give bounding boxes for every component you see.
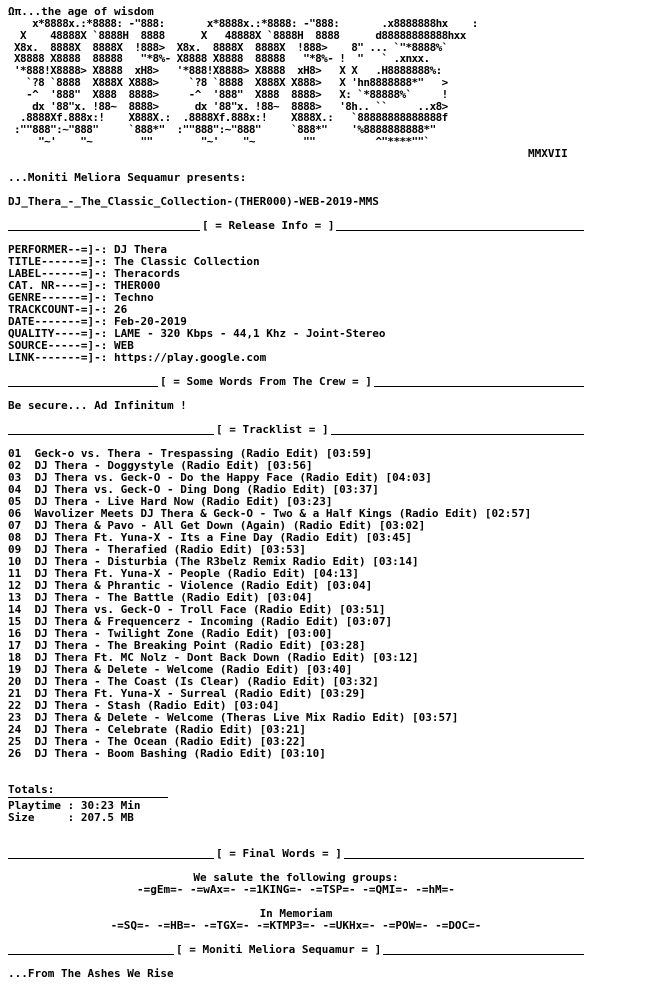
footer-heading: [ = Moniti Meliora Sequamur = ] [176, 942, 382, 956]
release-info-value: https://play.google.com [113, 350, 267, 364]
track-title: DJ Thera & Pavo - All Get Down (Again) (Radio Edit) [03:02] [34, 518, 426, 532]
track-number: 02 [8, 458, 22, 472]
track-number: 10 [8, 554, 22, 568]
track-number: 01 [8, 446, 22, 460]
closing-line: ...From The Ashes We Rise [8, 966, 174, 980]
track-title: DJ Thera - Twilight Zone (Radio Edit) [03:00] [34, 626, 333, 640]
release-info-key: LINK-------=]-: [8, 350, 108, 364]
intro-line: Ωπ...the age of wisdom [8, 5, 154, 18]
final-words-divider [8, 848, 584, 860]
track-number: 22 [8, 698, 22, 712]
track-number: 16 [8, 626, 22, 640]
crew-words-text: Be secure... Ad Infinitum ! [8, 398, 187, 412]
memoriam-groups: -=SQ=- -=HB=- -=TGX=- -=KTMP3=- -=UKHx=- -=POW=- -=DOC=- [110, 918, 482, 932]
track-title: DJ Thera - Disturbia (The R3belz Remix Radio Edit) [03:14] [34, 554, 419, 568]
release-info-value: WEB [113, 338, 134, 352]
track-number: 06 [8, 506, 22, 520]
track-title: DJ Thera vs. Geck-O - Do the Happy Face (Radio Edit) [04:03] [34, 470, 432, 484]
release-name: DJ_Thera_-_The_Classic_Collection-(THER000)-WEB-2019-MMS [8, 194, 379, 208]
track-number: 26 [8, 746, 22, 760]
track-number: 20 [8, 674, 22, 688]
final-words-heading: [ = Final Words = ] [216, 846, 342, 860]
track-number: 11 [8, 566, 22, 580]
track-number: 21 [8, 686, 22, 700]
totals-heading: Totals: [8, 782, 55, 796]
release-info-value: Theracords [113, 266, 181, 280]
track-number: 07 [8, 518, 22, 532]
release-info-value: Feb-20-2019 [113, 314, 187, 328]
track-title: Wavolizer Meets DJ Thera & Geck-O - Two & a Half Kings (Radio Edit) [02:57] [34, 506, 532, 520]
totals-playtime: Playtime : 30:23 Min [8, 798, 141, 812]
release-info-heading: [ = Release Info = ] [202, 218, 335, 232]
release-info-divider [8, 220, 584, 232]
track-row [8, 748, 648, 760]
track-number: 05 [8, 494, 22, 508]
release-info-value: THER000 [113, 278, 161, 292]
release-info-key: TRACKCOUNT-=]-: [8, 302, 108, 316]
track-title: DJ Thera - Celebrate (Radio Edit) [03:21] [34, 722, 307, 736]
track-number: 12 [8, 578, 22, 592]
track-title: DJ Thera - Therafied (Radio Edit) [03:53] [34, 542, 307, 556]
crew-words-heading: [ = Some Words From The Crew = ] [160, 374, 372, 388]
release-info-key: TITLE------=]-: [8, 254, 108, 268]
release-info-value: The Classic Collection [113, 254, 260, 268]
release-info-value: Techno [113, 290, 154, 304]
year-label: MMXVII [528, 146, 568, 160]
release-info-value: LAME - 320 Kbps - 44,1 Khz - Joint-Stereo [113, 326, 386, 340]
track-title: DJ Thera - Boom Bashing (Radio Edit) [03:10] [34, 746, 326, 760]
track-number: 17 [8, 638, 22, 652]
crew-words-divider [8, 376, 584, 388]
release-info-key: PERFORMER--=]-: [8, 242, 108, 256]
track-title: DJ Thera vs. Geck-O - Troll Face (Radio Edit) [03:51] [34, 602, 386, 616]
release-info-key: QUALITY----=]-: [8, 326, 108, 340]
track-title: DJ Thera - The Coast (Is Clear) (Radio Edit) [03:32] [34, 674, 379, 688]
release-info-key: DATE-------=]-: [8, 314, 108, 328]
track-number: 03 [8, 470, 22, 484]
memoriam-title: In Memoriam [259, 906, 333, 920]
footer-divider [8, 944, 584, 956]
track-number: 14 [8, 602, 22, 616]
track-number: 24 [8, 722, 22, 736]
track-title: DJ Thera - Doggystyle (Radio Edit) [03:56] [34, 458, 313, 472]
presents-line: ...Moniti Meliora Sequamur presents: [8, 170, 247, 184]
track-number: 08 [8, 530, 22, 544]
track-number: 18 [8, 650, 22, 664]
track-title: DJ Thera - Stash (Radio Edit) [03:04] [34, 698, 280, 712]
track-title: DJ Thera Ft. Yuna-X - People (Radio Edit) [04:13] [34, 566, 360, 580]
tracklist-divider [8, 424, 584, 436]
release-info-row [8, 352, 648, 364]
track-title: DJ Thera - Live Hard Now (Radio Edit) [03:23] [34, 494, 333, 508]
track-title: DJ Thera vs. Geck-O - Ding Dong (Radio Edit) [03:37] [34, 482, 379, 496]
release-info-value: DJ Thera [113, 242, 167, 256]
track-number: 09 [8, 542, 22, 556]
salute-groups: -=gEm=- -=wAx=- -=1KING=- -=TSP=- -=QMI=- -=hM=- [137, 882, 455, 896]
salute-title: We salute the following groups: [193, 870, 399, 884]
track-title: DJ Thera - The Breaking Point (Radio Edit) [03:28] [34, 638, 366, 652]
release-info-key: GENRE------=]-: [8, 290, 108, 304]
release-info-table [8, 244, 648, 364]
track-title: DJ Thera Ft. Yuna-X - Surreal (Radio Edit) [03:29] [34, 686, 366, 700]
track-title: Geck-o vs. Thera - Trespassing (Radio Edit) [03:59] [34, 446, 373, 460]
track-title: DJ Thera & Phrantic - Violence (Radio Edit) [03:04] [34, 578, 373, 592]
release-info-key: SOURCE-----=]-: [8, 338, 108, 352]
track-number: 19 [8, 662, 22, 676]
tracklist [8, 448, 648, 760]
release-info-key: CAT. NR----=]-: [8, 278, 108, 292]
tracklist-heading: [ = Tracklist = ] [216, 422, 329, 436]
ascii-logo: x*8888x.:*8888: -"888: x*8888x.:*8888: -"888: .x8888888hx : X 48888X `8888H 8888 X 48888X `8888H 8888 d88888888888hxx X8x. 8888X 8888X !888> X8x. 8888X 8888X !888> 8" ... `"*8888%` X8888 X8888 88888 "*8%- X8888 X8888 88888 "*8%- ! " ` .xnxx. '*888!X8888> X8888 xH8> '*888!X8888> X8888 xH8> X X .H8888888%: `?8 `8888 X888X X888> `?8 `8888 X888X X888> X 'hn8888888*" > -^ '888" X888 8888> -^ '888" X888 8888> X: `*88888%` ! dx '88"x. !88~ 8888> dx '88"x. !88~ 8888> '8h.. `` ..x8> .8888Xf.888x:! X888X.: .8888Xf.888x:! X888X.: `88888888888888f :""888":~"888" `888*" :""888":~"888" `888*" '%8888888888*" "~' "~ "" "~' "~ "" ^"****""` [14, 17, 478, 148]
track-number: 04 [8, 482, 22, 496]
track-title: DJ Thera - The Ocean (Radio Edit) [03:22] [34, 734, 307, 748]
totals-size: Size : 207.5 MB [8, 810, 134, 824]
track-title: DJ Thera Ft. Yuna-X - Its a Fine Day (Radio Edit) [03:45] [34, 530, 412, 544]
track-title: DJ Thera & Frequencerz - Incoming (Radio Edit) [03:07] [34, 614, 393, 628]
track-number: 25 [8, 734, 22, 748]
track-title: DJ Thera - The Battle (Radio Edit) [03:04] [34, 590, 313, 604]
track-title: DJ Thera & Delete - Welcome (Theras Live Mix Radio Edit) [03:57] [34, 710, 459, 724]
release-info-value: 26 [113, 302, 128, 316]
track-number: 13 [8, 590, 22, 604]
track-number: 15 [8, 614, 22, 628]
track-number: 23 [8, 710, 22, 724]
release-info-key: LABEL------=]-: [8, 266, 108, 280]
track-title: DJ Thera Ft. MC Nolz - Dont Back Down (Radio Edit) [03:12] [34, 650, 419, 664]
track-title: DJ Thera & Delete - Welcome (Radio Edit) [03:40] [34, 662, 353, 676]
totals-underline [8, 797, 168, 798]
